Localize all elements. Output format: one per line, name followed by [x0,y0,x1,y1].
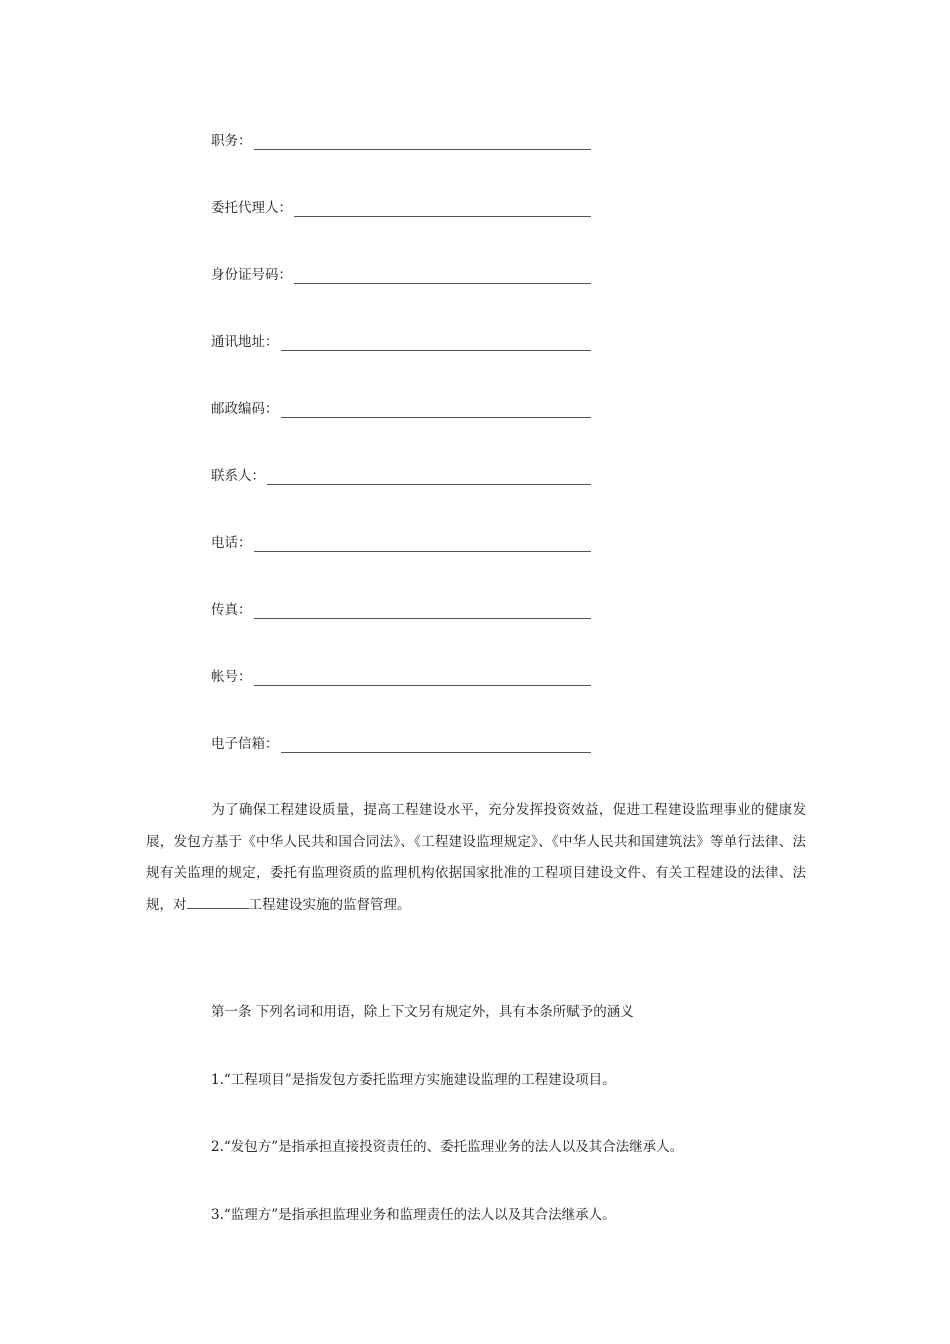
field-address [211,331,591,351]
field-postcode [211,398,591,418]
project-name-blank [187,895,249,909]
field-label: 帐号： [211,669,252,685]
definition-item: 1.“工程项目”是指发包方委托监理方实施建设监理的工程建设项目。 [211,1072,616,1088]
article-1-heading: 第一条 下列名词和用语，除上下文另有规定外，具有本条所赋予的涵义 [211,1004,634,1020]
field-agent [211,197,591,217]
field-id-number [211,264,591,284]
preamble-text: 为了确保工程建设质量，提高工程建设水平，充分发挥投资效益，促进工程建设监理事业的健康发展，发包方基于《中华人民共和国合同法》、《工程建设监理规定》、《中华人民共和国建筑法》等单行法律、法规有关监理的规定，委托有监理资质的监理机构依据国家批准的工程项目建设文件、有关工程建设的法律、法规，对 [146,802,806,913]
field-fax [211,599,591,619]
field-label: 传真： [211,602,252,618]
definition-item: 3.“监理方”是指承担监理业务和监理责任的法人以及其合法继承人。 [211,1207,616,1223]
field-position [211,130,591,150]
field-phone [211,532,591,552]
fill-in-line [281,739,592,753]
definition-item: 2.“发包方”是指承担直接投资责任的、委托监理业务的法人以及其合法继承人。 [211,1139,684,1155]
field-label: 职务： [211,133,252,149]
field-label: 联系人： [211,468,265,484]
fill-in-line [254,136,592,150]
preamble-paragraph [146,795,806,921]
fill-in-line [254,538,592,552]
preamble-text-end: 工程建设实施的监督管理。 [248,896,411,913]
field-label: 电子信箱： [211,736,279,752]
field-label: 邮政编码： [211,401,279,417]
fill-in-line [281,404,592,418]
fill-in-line [254,672,592,686]
field-contact [211,465,591,485]
field-account [211,666,591,686]
field-label: 通讯地址： [211,334,279,350]
field-label: 委托代理人： [211,200,292,216]
fill-in-line [294,270,591,284]
field-email [211,733,591,753]
fill-in-line [281,337,592,351]
field-label: 身份证号码： [211,267,292,283]
fill-in-line [294,203,591,217]
fill-in-line [267,471,591,485]
fill-in-line [254,605,592,619]
field-label: 电话： [211,535,252,551]
